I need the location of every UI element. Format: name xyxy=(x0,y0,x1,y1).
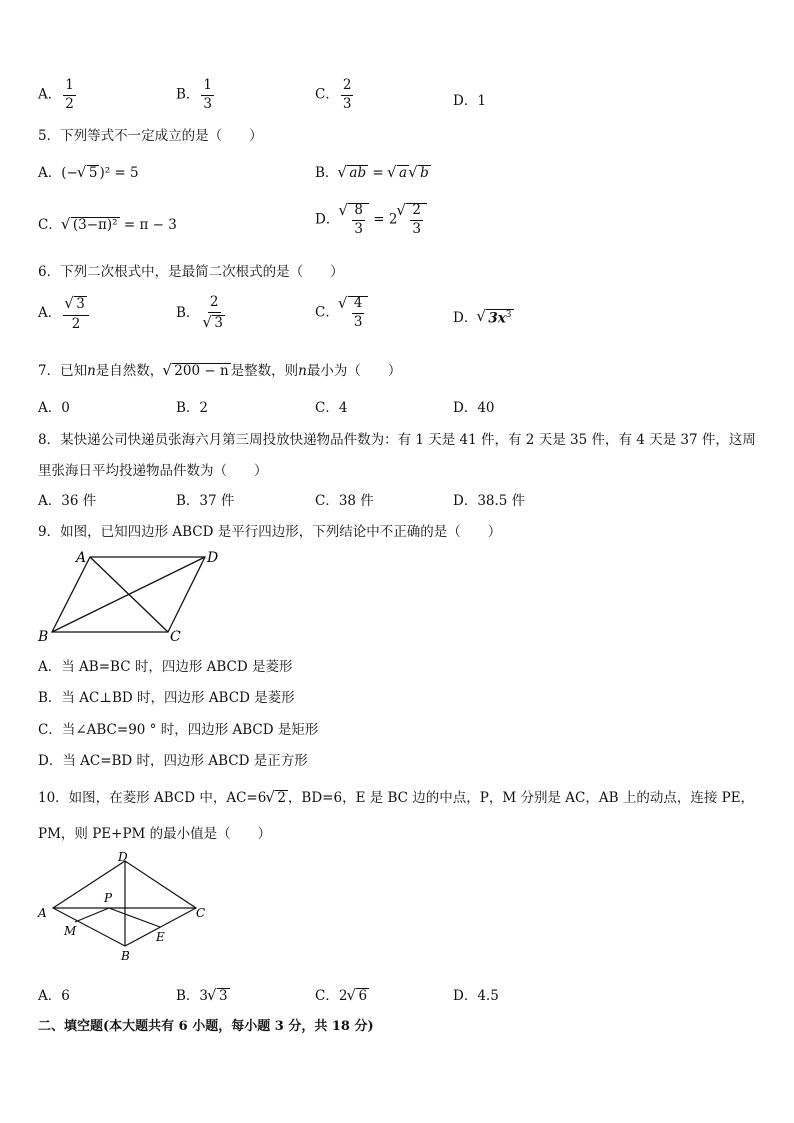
q4-option-d: D．1 xyxy=(453,93,486,109)
q9-option-a: A．当 AB=BC 时，四边形 ABCD 是菱形 xyxy=(38,659,293,675)
label-b: B xyxy=(121,949,130,963)
diagonal-bd xyxy=(52,557,205,632)
q8-option-c: C．38 件 xyxy=(315,493,374,509)
q7-option-a: A．0 xyxy=(38,400,70,416)
q6-option-d: D．√ $3x^3$ xyxy=(453,306,514,327)
fraction: $\frac{1}{3}$ xyxy=(203,77,213,112)
segment-pm xyxy=(75,908,109,922)
q5-option-c: C．√ (3−π)² = π − 3 xyxy=(38,213,177,234)
q4-option-b: B． $\frac{1}{3}$ xyxy=(176,77,213,112)
q7-stem: 7．已知n是自然数，√ 200 − n 是整数，则n最小为（ ） xyxy=(38,359,401,380)
q4-option-a: A． $\frac{1}{2}$ xyxy=(38,77,74,112)
q7-option-d: D．40 xyxy=(453,400,495,416)
parallelogram-figure xyxy=(34,546,234,646)
q4-option-c: C． $\frac{2}{3}$ xyxy=(315,77,352,112)
q10-option-c: C．2√ 6 xyxy=(315,984,369,1005)
label-d: D xyxy=(118,850,128,864)
q7-option-b: B．2 xyxy=(176,400,209,416)
q9-stem: 9．如图，已知四边形 ABCD 是平行四边形，下列结论中不正确的是（ ） xyxy=(38,524,502,540)
q7-option-c: C．4 xyxy=(315,400,348,416)
segment-pe xyxy=(109,908,160,927)
rhombus-figure xyxy=(34,848,214,966)
fraction: $\frac{1}{2}$ xyxy=(65,77,74,112)
q5-stem: 5．下列等式不一定成立的是（ ） xyxy=(38,128,263,144)
label-d: D xyxy=(207,550,219,566)
label-e: E xyxy=(156,930,165,944)
q8-stem-line2: 里张海日平均投递物品件数为（ ） xyxy=(38,463,268,479)
q9-option-d: D．当 AC=BD 时，四边形 ABCD 是正方形 xyxy=(38,753,308,769)
label-p: P xyxy=(104,891,113,905)
section-heading: 二、填空题(本大题共有 6 小题，每小题 3 分，共 18 分) xyxy=(38,1019,374,1034)
q6-option-a: A． √ $\frac{3}{2}$ xyxy=(38,296,91,331)
q5-option-a: A．(−√ 5 )² = 5 xyxy=(38,161,139,182)
q8-option-a: A．36 件 xyxy=(38,493,97,509)
q9-option-b: B．当 AC⊥BD 时，四边形 ABCD 是菱形 xyxy=(38,690,295,706)
q9-option-c: C．当∠ABC=90 ° 时，四边形 ABCD 是矩形 xyxy=(38,722,319,738)
label-c: C xyxy=(170,629,181,645)
label-m: M xyxy=(64,924,77,938)
q5-option-d: D． √ $\frac{8}{3}$ = 2 √ $\frac{2}{3}$ xyxy=(315,203,427,236)
q6-stem: 6．下列二次根式中，是最简二次根式的是（ ） xyxy=(38,264,344,280)
q6-option-c: C． √ $\frac{4}{3}$ xyxy=(315,296,368,329)
q8-option-d: D．38.5 件 xyxy=(453,493,526,509)
q10-option-d: D．4.5 xyxy=(453,988,499,1004)
q10-option-b: B．3√ 3 xyxy=(176,984,230,1005)
q8-stem-line1: 8．某快递公司快递员张海六月第三周投放快递物品件数为：有 1 天是 41 件，有 2 天是 35 件，有 4 天是 37 件，这周 xyxy=(38,432,756,448)
q6-option-b: B． 2 √ 3 xyxy=(176,296,229,331)
q5-option-b: B．√ ab = √ a√ b xyxy=(315,161,431,182)
fraction: $\frac{2}{3}$ xyxy=(342,77,352,112)
label-b: B xyxy=(38,629,49,645)
label-c: C xyxy=(196,906,206,920)
q8-option-b: B．37 件 xyxy=(176,493,235,509)
label-a: A xyxy=(38,906,47,920)
q10-stem-line2: PM，则 PE+PM 的最小值是（ ） xyxy=(38,826,272,842)
q10-stem-line1: 10．如图，在菱形 ABCD 中，AC=6√ 2 ，BD=6，E 是 BC 边的中点，P，M 分别是 AC，AB 上的动点，连接 PE， xyxy=(38,786,754,807)
label-a: A xyxy=(76,550,87,566)
q10-option-a: A．6 xyxy=(38,988,70,1004)
